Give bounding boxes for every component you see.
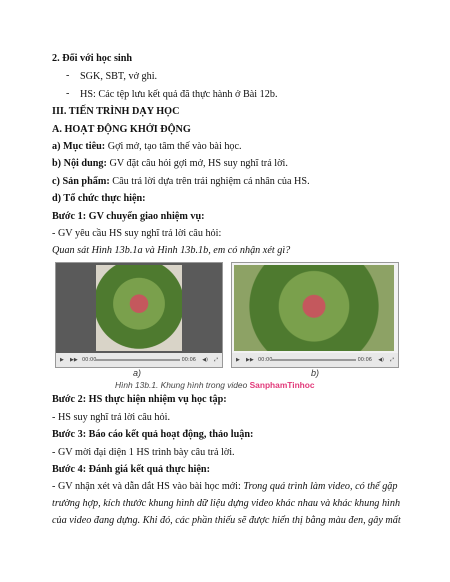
step-heading: Bước 1: GV chuyển giao nhiệm vụ: <box>52 211 205 222</box>
paragraph <box>52 175 310 188</box>
rose-image <box>96 265 182 351</box>
paragraph: của video đang dựng. Khi đó, các phần thiếu sẽ được hiển thị bằng màu đen, gây mất <box>52 515 401 526</box>
volume-icon[interactable]: ◀) <box>378 357 384 363</box>
figure-caption <box>115 380 315 390</box>
rose-image <box>234 265 394 351</box>
paragraph: - GV mời đại diện 1 HS trình bày câu trả lời. <box>52 447 235 458</box>
time-end: 00:06 <box>181 357 196 363</box>
list-item: SGK, SBT, vở ghi. <box>80 71 158 82</box>
bullet-dash: - <box>66 88 70 99</box>
paragraph <box>52 157 288 170</box>
text: Câu trả lời dựa trên trải nghiệm cá nhân của HS. <box>109 176 310 187</box>
play-icon[interactable]: ▶ <box>236 357 240 363</box>
brand-watermark: SanphamTinhoc <box>249 380 315 390</box>
seek-bar[interactable] <box>96 359 180 361</box>
text: - GV nhận xét và dẫn dắt HS vào bài học mới: <box>52 481 244 492</box>
section-heading: III. TIẾN TRÌNH DẠY HỌC <box>52 106 180 117</box>
question-text: Quan sát Hình 13b.1a và Hình 13b.1b, em có nhận xét gì? <box>52 245 291 256</box>
label: a) Mục tiêu: <box>52 141 106 152</box>
fullscreen-icon[interactable]: ⤢ <box>389 357 394 363</box>
video-frame-b <box>231 262 399 368</box>
player-controls[interactable] <box>56 353 222 367</box>
forward-icon[interactable]: ▶▶ <box>246 357 254 363</box>
paragraph: - HS suy nghĩ trả lời câu hỏi. <box>52 412 171 423</box>
time-end: 00:06 <box>357 357 372 363</box>
label: c) Sản phẩm: <box>52 176 110 187</box>
paragraph <box>52 480 398 493</box>
list-item: HS: Các tệp lưu kết quả đã thực hành ở Bài 12b. <box>80 89 278 100</box>
paragraph <box>52 140 242 153</box>
section-heading: 2. Đối với học sinh <box>52 53 133 64</box>
step-heading: Bước 3: Báo cáo kết quả hoạt động, thảo luận: <box>52 429 254 440</box>
video-frame-a <box>55 262 223 368</box>
paragraph: trường hợp, kích thước khung hình dữ liệu dựng video khác nhau và khác khung hình <box>52 498 401 509</box>
step-heading: Bước 4: Đánh giá kết quả thực hiện: <box>52 464 210 475</box>
time-start: 00:00 <box>258 357 273 363</box>
section-heading: A. HOẠT ĐỘNG KHỞI ĐỘNG <box>52 124 191 135</box>
fullscreen-icon[interactable]: ⤢ <box>213 357 218 363</box>
volume-icon[interactable]: ◀) <box>202 357 208 363</box>
text: GV đặt câu hỏi gợi mở, HS suy nghĩ trả lời. <box>106 158 288 169</box>
caption-text: Hình 13b.1. Khung hình trong video <box>115 380 248 390</box>
paragraph: - GV yêu cầu HS suy nghĩ trả lời câu hỏi: <box>52 228 222 239</box>
forward-icon[interactable]: ▶▶ <box>70 357 78 363</box>
figure-label-a: a) <box>133 368 142 378</box>
step-heading: Bước 2: HS thực hiện nhiệm vụ học tập: <box>52 394 227 405</box>
time-start: 00:00 <box>82 357 97 363</box>
label: b) Nội dung: <box>52 158 107 169</box>
player-controls[interactable] <box>232 353 398 367</box>
italic-text: Trong quá trình làm video, có thể gặp <box>243 481 398 492</box>
figure-label-b: b) <box>311 368 320 378</box>
figure <box>55 262 397 398</box>
section-heading: d) Tổ chức thực hiện: <box>52 193 146 204</box>
seek-bar[interactable] <box>272 359 356 361</box>
play-icon[interactable]: ▶ <box>60 357 64 363</box>
bullet-dash: - <box>66 70 70 81</box>
text: Gợi mở, tạo tâm thế vào bài học. <box>105 141 242 152</box>
